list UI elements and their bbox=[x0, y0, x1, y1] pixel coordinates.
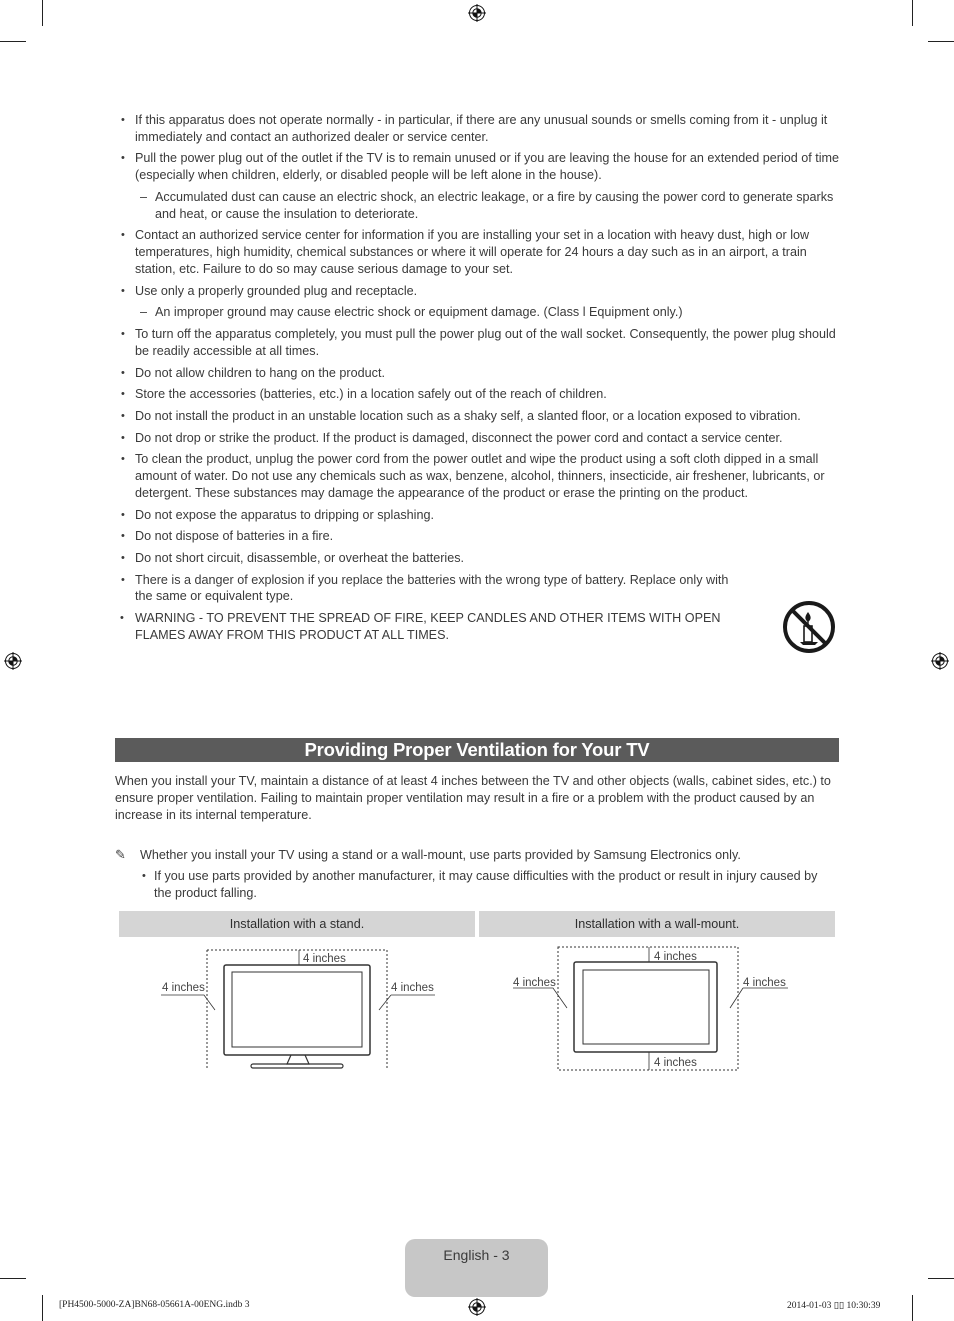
safety-instructions-list bbox=[120, 112, 840, 649]
tv-stand-illustration bbox=[224, 965, 370, 1068]
list-item: • Pull the power plug out of the outlet if the TV is to remain unused or if you are leaving the house for an extended period of time (especially when children, elderly, or disabled people will be left alone in the house). bbox=[120, 150, 840, 184]
wall-install-heading: Installation with a wall-mount. bbox=[479, 911, 835, 937]
registration-mark-icon bbox=[931, 652, 949, 670]
tv-wall-illustration bbox=[574, 962, 717, 1052]
crop-mark bbox=[42, 1295, 43, 1321]
print-time: 10:30:39 bbox=[846, 1301, 881, 1311]
right-clearance-label: 4 inches bbox=[391, 982, 434, 994]
print-glyph: ▯▯ bbox=[833, 1301, 845, 1311]
left-clearance-label: 4 inches bbox=[162, 982, 205, 994]
crop-mark bbox=[912, 0, 913, 26]
page-number: English - 3 bbox=[443, 1247, 510, 1263]
no-open-flame-icon bbox=[782, 600, 836, 654]
page-number-tab bbox=[405, 1239, 548, 1297]
registration-mark-icon bbox=[4, 652, 22, 670]
dimension-leaders bbox=[161, 950, 435, 1010]
list-item: • Store the accessories (batteries, etc.) in a location safely out of the reach of children. bbox=[120, 386, 840, 403]
list-item: • Use only a properly grounded plug and receptacle. bbox=[120, 283, 840, 300]
list-subitem: – An improper ground may cause electric shock or equipment damage. (Class l Equipment only.) bbox=[120, 304, 840, 321]
list-item: • Contact an authorized service center for information if you are installing your set in a location with heavy dust, high or low temperatures, high humidity, chemical substances or where it will operate for 24 hours a day such as in an airport, a train station, etc. Failure to do so may cause serious damage to your set. bbox=[120, 227, 840, 277]
list-subitem: – Accumulated dust can cause an electric shock, an electric leakage, or a fire by causing the power cord to generate sparks and heat, or cause the insulation to deteriorate. bbox=[120, 189, 840, 223]
list-item: • To clean the product, unplug the power cord from the power outlet and wipe the product using a soft cloth dipped in a small amount of water. Do not use any chemicals such as wax, benzene, alcohol, thinners, insecticide, air freshener, lubricants, or detergent. These substances may damage the appearance of the product or erase the printing on the product. bbox=[120, 451, 840, 501]
crop-mark bbox=[928, 1278, 954, 1279]
list-item: • There is a danger of explosion if you replace the batteries with the wrong type of battery. Replace only with the same or equivalent type. bbox=[120, 572, 735, 606]
stand-install-heading: Installation with a stand. bbox=[119, 911, 475, 937]
note-text: Whether you install your TV using a stand or a wall-mount, use parts provided by Samsung Electronics only. bbox=[140, 848, 741, 862]
print-slug-timestamp bbox=[787, 1300, 880, 1311]
subnote: • If you use parts provided by another manufacturer, it may cause difficulties with the product or result in injury caused by the product falling. bbox=[142, 868, 834, 902]
section-title: Providing Proper Ventilation for Your TV bbox=[115, 738, 839, 762]
pencil-note-icon: ✎ bbox=[115, 847, 126, 862]
registration-mark-icon bbox=[468, 4, 486, 22]
list-item: • Do not dispose of batteries in a fire. bbox=[120, 528, 840, 545]
crop-mark bbox=[912, 1295, 913, 1321]
right-clearance-label: 4 inches bbox=[743, 977, 786, 989]
crop-mark bbox=[42, 0, 43, 26]
list-item: • Do not drop or strike the product. If the product is damaged, disconnect the power cord and contact a service center. bbox=[120, 430, 840, 447]
wall-install-diagram bbox=[505, 940, 805, 1075]
crop-mark bbox=[928, 41, 954, 42]
print-date: 2014-01-03 bbox=[787, 1301, 832, 1311]
left-clearance-label: 4 inches bbox=[513, 977, 556, 989]
print-slug-file: [PH4500-5000-ZA]BN68-05661A-00ENG.indb 3 bbox=[59, 1300, 250, 1310]
list-item: • Do not allow children to hang on the product. bbox=[120, 365, 840, 382]
bottom-clearance-label: 4 inches bbox=[654, 1057, 697, 1069]
top-clearance-label: 4 inches bbox=[303, 953, 346, 965]
crop-mark bbox=[0, 1278, 26, 1279]
clearance-outline bbox=[207, 950, 387, 1070]
list-item: • Do not install the product in an unstable location such as a shaky self, a slanted floor, or a location exposed to vibration. bbox=[120, 408, 840, 425]
list-item: • Do not expose the apparatus to dripping or splashing. bbox=[120, 507, 840, 524]
warning-item: • WARNING - TO PREVENT THE SPREAD OF FIRE, KEEP CANDLES AND OTHER ITEMS WITH OPEN FLAMES AWAY FROM THIS PRODUCT AT ALL TIMES. bbox=[120, 610, 735, 644]
list-item: • Do not short circuit, disassemble, or overheat the batteries. bbox=[120, 550, 840, 567]
list-item: • To turn off the apparatus completely, you must pull the power plug out of the wall socket. Consequently, the power plug should be readily accessible at all times. bbox=[120, 326, 840, 360]
list-item: • If this apparatus does not operate normally - in particular, if there are any unusual sounds or smells coming from it - unplug it immediately and contact an authorized dealer or service center. bbox=[120, 112, 840, 146]
section-intro: When you install your TV, maintain a distance of at least 4 inches between the TV and other objects (walls, cabinet sides, etc.) to ensure proper ventilation. Failing to maintain proper ventilation may result in a fire or a problem with the product caused by an increase in its internal temperature. bbox=[115, 774, 831, 822]
registration-mark-icon bbox=[468, 1298, 486, 1316]
top-clearance-label: 4 inches bbox=[654, 951, 697, 963]
crop-mark bbox=[0, 41, 26, 42]
stand-install-diagram bbox=[155, 940, 455, 1075]
